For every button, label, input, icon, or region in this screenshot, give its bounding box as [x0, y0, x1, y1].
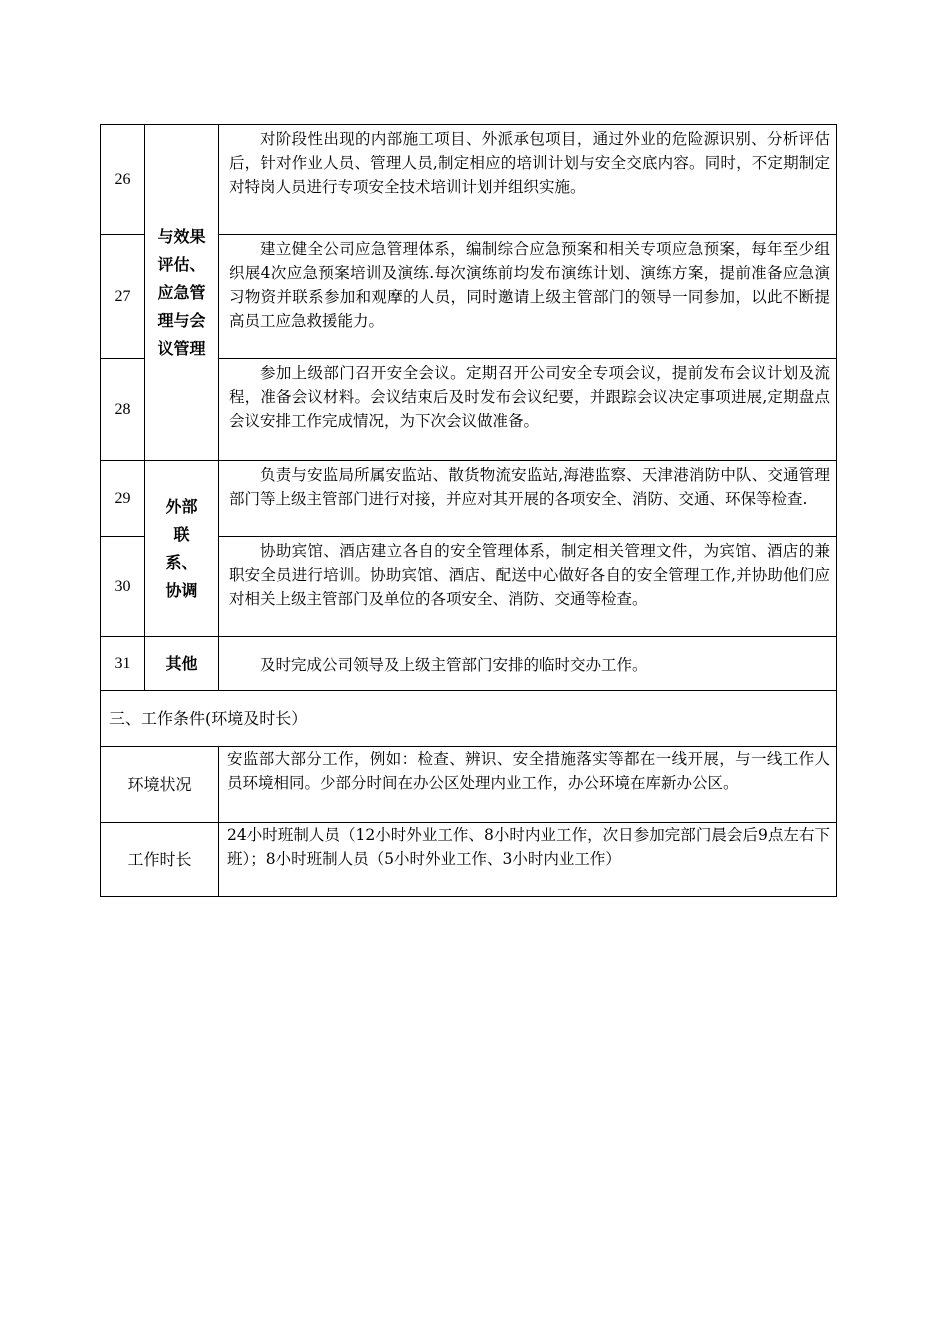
row-number: 27 [101, 235, 145, 359]
category-line: 评估、 [157, 254, 206, 274]
category-cell [145, 125, 219, 461]
section-heading-row [101, 691, 837, 747]
duty-content: 对阶段性出现的内部施工项目、外派承包项目，通过外业的危险源识别、分析评估后，针对作业人员、管理人员,制定相应的培训计划与安全交底内容。同时，不定期制定对特岗人员进行专项安全技术培训计划并组织实施。 [219, 125, 837, 235]
category-line: 联 [173, 524, 190, 544]
row-number: 31 [101, 637, 145, 691]
duty-content: 参加上级部门召开安全会议。定期召开公司安全专项会议，提前发布会议计划及流程，准备会议材料。会议结束后及时发布会议纪要，并跟踪会议决定事项进展,定期盘点会议安排工作完成情况，为下次会议做准备。 [219, 359, 837, 461]
environment-label: 环境状况 [101, 747, 219, 823]
table-row [101, 637, 837, 691]
duty-content: 及时完成公司领导及上级主管部门安排的临时交办工作。 [219, 637, 837, 691]
category-cell [145, 461, 219, 637]
work-hours-label: 工作时长 [101, 823, 219, 897]
section-heading: 三、工作条件(环境及时长） [101, 691, 837, 747]
table-row [101, 747, 837, 823]
category-cell: 其他 [145, 637, 219, 691]
category-line: 与效果 [157, 226, 206, 246]
category-line: 外部 [165, 496, 198, 516]
row-number: 29 [101, 461, 145, 537]
table-row [101, 125, 837, 235]
category-line: 议管理 [157, 338, 206, 358]
category-line: 协调 [165, 580, 198, 600]
category-line: 系、 [165, 552, 198, 572]
row-number: 28 [101, 359, 145, 461]
duty-content: 负责与安监局所属安监站、散货物流安监站,海港监察、天津港消防中队、交通管理部门等上级主管部门进行对接，并应对其开展的各项安全、消防、交通、环保等检查. [219, 461, 837, 537]
table-row [101, 461, 837, 537]
row-number: 30 [101, 537, 145, 637]
duty-content: 协助宾馆、酒店建立各自的安全管理体系，制定相关管理文件，为宾馆、酒店的兼职安全员进行培训。协助宾馆、酒店、配送中心做好各自的安全管理工作,并协助他们应对相关上级主管部门及单位的各项安全、消防、交通等检查。 [219, 537, 837, 637]
duty-content: 建立健全公司应急管理体系，编制综合应急预案和相关专项应急预案，每年至少组织展4次应急预案培训及演练.每次演练前均发布演练计划、演练方案，提前准备应急演习物资并联系参加和观摩的人员，同时邀请上级主管部门的领导一同参加，以此不断提高员工应急救援能力。 [219, 235, 837, 359]
table-row [101, 823, 837, 897]
duties-table [100, 124, 837, 897]
work-hours-text: 24小时班制人员（12小时外业工作、8小时内业工作，次日参加完部门晨会后9点左右下班）；8小时班制人员（5小时外业工作、3小时内业工作） [219, 823, 837, 897]
row-number: 26 [101, 125, 145, 235]
environment-text: 安监部大部分工作，例如：检查、辨识、安全措施落实等都在一线开展，与一线工作人员环境相同。少部分时间在办公区处理内业工作，办公环境在库新办公区。 [219, 747, 837, 823]
category-line: 应急管 [157, 282, 206, 302]
category-line: 理与会 [157, 310, 206, 330]
